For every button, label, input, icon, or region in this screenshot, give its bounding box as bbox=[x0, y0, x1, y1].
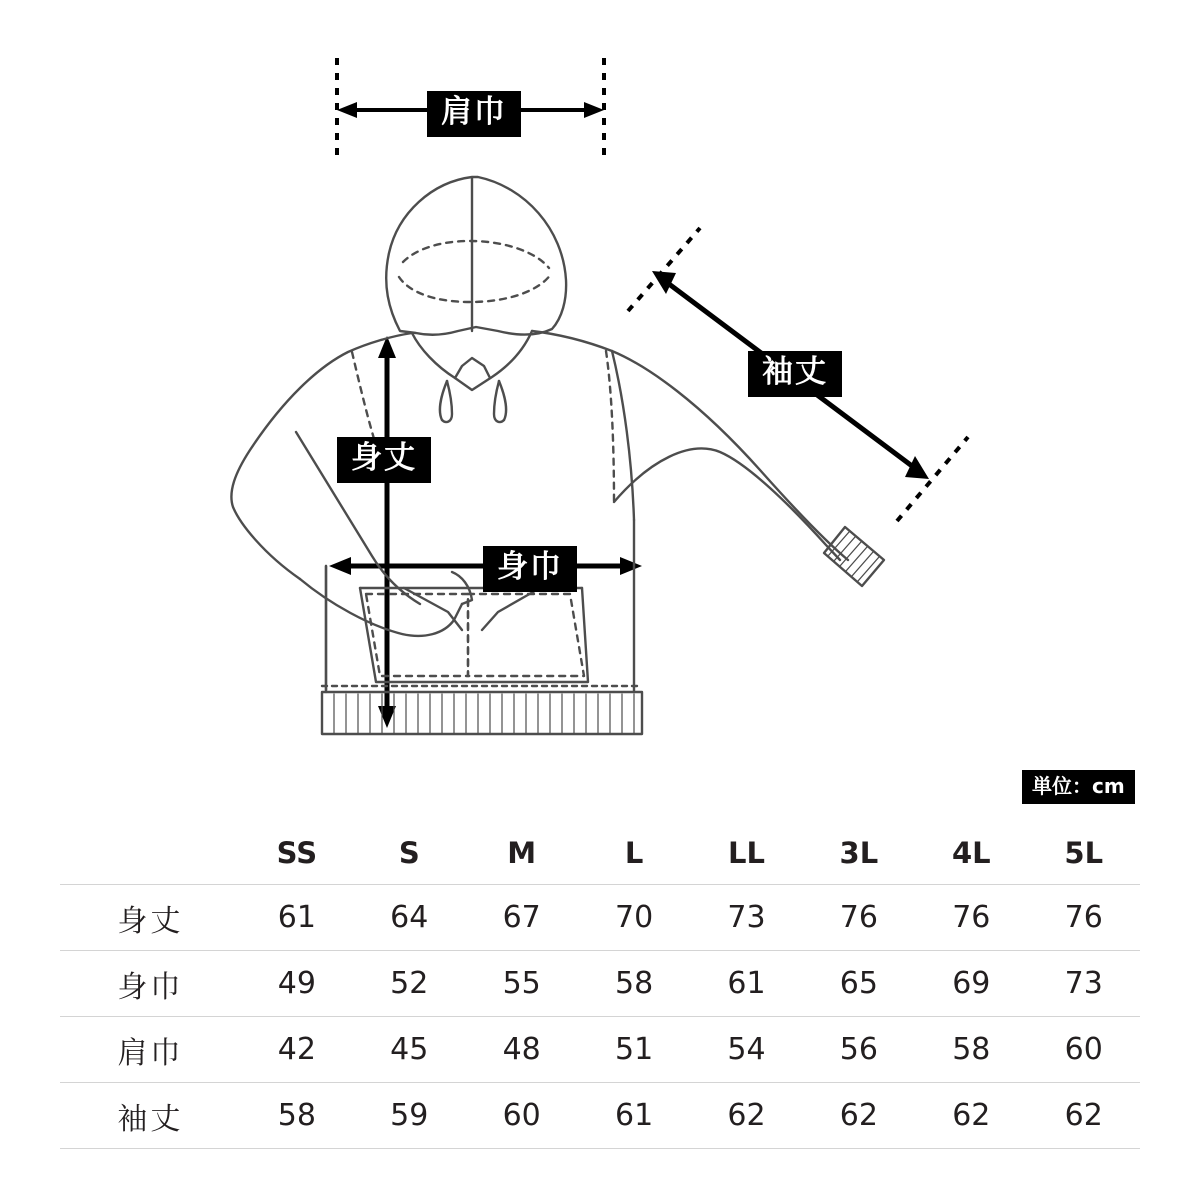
column-header-s: S bbox=[353, 822, 465, 885]
hood-outline bbox=[386, 177, 566, 335]
cell-shoulder-width-5l: 60 bbox=[1028, 1017, 1141, 1083]
cell-body-length-4l: 76 bbox=[915, 885, 1027, 951]
cell-body-width-5l: 73 bbox=[1028, 951, 1141, 1017]
cell-sleeve-length-3l: 62 bbox=[803, 1083, 915, 1149]
hood-seam-dashed-upper bbox=[403, 241, 549, 268]
table-corner-cell bbox=[60, 822, 241, 885]
cell-body-width-4l: 69 bbox=[915, 951, 1027, 1017]
cell-body-width-3l: 65 bbox=[803, 951, 915, 1017]
cell-body-length-m: 67 bbox=[465, 885, 577, 951]
table-row bbox=[60, 1083, 1140, 1149]
column-header-3l: 3L bbox=[803, 822, 915, 885]
column-header-l: L bbox=[578, 822, 690, 885]
size-table bbox=[60, 822, 1140, 1149]
cell-body-width-s: 52 bbox=[353, 951, 465, 1017]
column-header-4l: 4L bbox=[915, 822, 1027, 885]
cell-sleeve-length-l: 61 bbox=[578, 1083, 690, 1149]
table-row bbox=[60, 951, 1140, 1017]
body-length-label: 身丈 bbox=[337, 437, 431, 483]
cell-body-width-l: 58 bbox=[578, 951, 690, 1017]
size-table-container bbox=[60, 822, 1140, 1149]
row-header-body-length: 身丈 bbox=[60, 885, 241, 951]
cell-shoulder-width-ll: 54 bbox=[690, 1017, 802, 1083]
cell-body-length-3l: 76 bbox=[803, 885, 915, 951]
column-header-ss: SS bbox=[241, 822, 353, 885]
table-header-row bbox=[60, 822, 1140, 885]
cell-shoulder-width-s: 45 bbox=[353, 1017, 465, 1083]
cell-shoulder-width-ss: 42 bbox=[241, 1017, 353, 1083]
row-header-sleeve-length: 袖丈 bbox=[60, 1083, 241, 1149]
cell-sleeve-length-m: 60 bbox=[465, 1083, 577, 1149]
column-header-m: M bbox=[465, 822, 577, 885]
table-row bbox=[60, 1017, 1140, 1083]
cell-sleeve-length-4l: 62 bbox=[915, 1083, 1027, 1149]
cell-body-width-ss: 49 bbox=[241, 951, 353, 1017]
column-header-5l: 5L bbox=[1028, 822, 1141, 885]
pocket-outline bbox=[360, 588, 588, 682]
right-sleeve-under bbox=[614, 449, 840, 560]
cell-body-length-ll: 73 bbox=[690, 885, 802, 951]
right-cuff-outline bbox=[824, 527, 884, 586]
cell-body-length-5l: 76 bbox=[1028, 885, 1141, 951]
shoulder-width-label: 肩巾 bbox=[427, 91, 521, 137]
neck-opening bbox=[412, 331, 532, 390]
column-header-ll: LL bbox=[690, 822, 802, 885]
right-armhole-seam bbox=[606, 351, 614, 502]
pocket-right-dashed bbox=[468, 594, 584, 676]
unit-badge: 単位：cm bbox=[1022, 770, 1135, 804]
cell-body-width-m: 55 bbox=[465, 951, 577, 1017]
table-row bbox=[60, 885, 1140, 951]
cell-sleeve-length-5l: 62 bbox=[1028, 1083, 1141, 1149]
row-header-shoulder-width: 肩巾 bbox=[60, 1017, 241, 1083]
cell-body-length-s: 64 bbox=[353, 885, 465, 951]
hem-ribbing bbox=[334, 694, 634, 733]
cell-sleeve-length-s: 59 bbox=[353, 1083, 465, 1149]
sleeve-guide-bottom bbox=[897, 437, 968, 521]
body-length-arrow bbox=[378, 336, 396, 728]
cell-shoulder-width-3l: 56 bbox=[803, 1017, 915, 1083]
cell-shoulder-width-l: 51 bbox=[578, 1017, 690, 1083]
hood-seam-dashed-lower bbox=[399, 274, 551, 302]
neck-v-detail bbox=[455, 358, 490, 378]
cell-body-width-ll: 61 bbox=[690, 951, 802, 1017]
body-right-upper bbox=[612, 351, 634, 520]
drawstring-right bbox=[499, 381, 506, 420]
row-header-body-width: 身巾 bbox=[60, 951, 241, 1017]
body-width-label: 身巾 bbox=[483, 546, 577, 592]
cell-sleeve-length-ss: 58 bbox=[241, 1083, 353, 1149]
sleeve-length-label: 袖丈 bbox=[748, 351, 842, 397]
drawstring-left bbox=[440, 381, 447, 420]
cell-sleeve-length-ll: 62 bbox=[690, 1083, 802, 1149]
cell-body-length-ss: 61 bbox=[241, 885, 353, 951]
cell-shoulder-width-m: 48 bbox=[465, 1017, 577, 1083]
cell-body-length-l: 70 bbox=[578, 885, 690, 951]
cell-shoulder-width-4l: 58 bbox=[915, 1017, 1027, 1083]
